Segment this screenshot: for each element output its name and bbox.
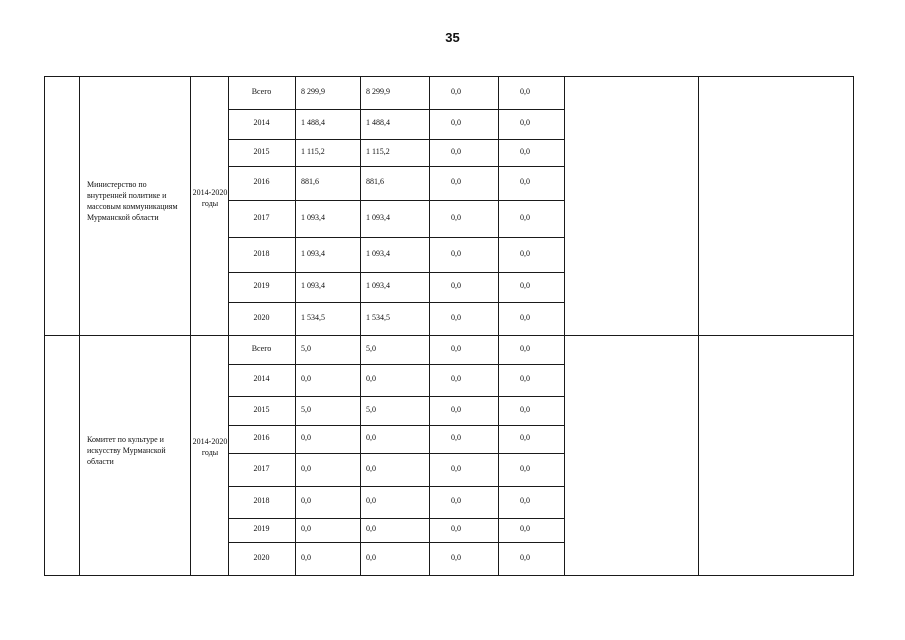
year-cell: 2014 — [253, 374, 270, 383]
budget-value: 1 093,4 — [366, 249, 390, 258]
year-cell: Всего — [251, 87, 272, 96]
year-cell: 2020 — [253, 313, 270, 322]
row-divider — [228, 166, 564, 167]
table-border-left — [44, 76, 45, 576]
federal-value: 0,0 — [451, 87, 461, 96]
budget-value: 0,0 — [366, 496, 376, 505]
row-divider — [228, 200, 564, 201]
row-divider — [228, 302, 564, 303]
federal-value: 0,0 — [451, 553, 461, 562]
federal-value: 0,0 — [451, 118, 461, 127]
budget-value: 0,0 — [366, 553, 376, 562]
budget-value: 1 488,4 — [366, 118, 390, 127]
row-divider — [228, 486, 564, 487]
budget-value: 1 093,4 — [366, 281, 390, 290]
year-cell: Всего — [251, 344, 272, 353]
federal-value: 0,0 — [451, 281, 461, 290]
section-divider — [44, 335, 854, 336]
year-cell: 2014 — [253, 118, 270, 127]
year-cell: 2015 — [253, 147, 270, 156]
other-value: 0,0 — [520, 147, 530, 156]
total-value: 1 488,4 — [301, 118, 325, 127]
budget-value: 1 115,2 — [366, 147, 390, 156]
budget-value: 5,0 — [366, 344, 376, 353]
total-value: 1 093,4 — [301, 281, 325, 290]
row-divider — [228, 364, 564, 365]
row-divider — [228, 542, 564, 543]
row-divider — [228, 518, 564, 519]
federal-value: 0,0 — [451, 433, 461, 442]
budget-value: 1 534,5 — [366, 313, 390, 322]
federal-value: 0,0 — [451, 374, 461, 383]
column-divider — [498, 76, 499, 576]
federal-value: 0,0 — [451, 249, 461, 258]
other-value: 0,0 — [520, 344, 530, 353]
year-cell: 2017 — [253, 464, 270, 473]
total-value: 0,0 — [301, 433, 311, 442]
year-cell: 2016 — [253, 433, 270, 442]
total-value: 0,0 — [301, 464, 311, 473]
year-cell: 2018 — [253, 496, 270, 505]
row-divider — [228, 109, 564, 110]
other-value: 0,0 — [520, 524, 530, 533]
federal-value: 0,0 — [451, 496, 461, 505]
other-value: 0,0 — [520, 87, 530, 96]
other-value: 0,0 — [520, 118, 530, 127]
column-divider — [295, 76, 296, 576]
period-label: 2014-2020 годы — [192, 437, 228, 457]
other-value: 0,0 — [520, 496, 530, 505]
column-divider — [190, 76, 191, 576]
row-divider — [228, 237, 564, 238]
other-value: 0,0 — [520, 553, 530, 562]
total-value: 1 093,4 — [301, 213, 325, 222]
year-cell: 2018 — [253, 249, 270, 258]
other-value: 0,0 — [520, 405, 530, 414]
other-value: 0,0 — [520, 213, 530, 222]
budget-value: 0,0 — [366, 433, 376, 442]
other-value: 0,0 — [520, 177, 530, 186]
period-label: 2014-2020 годы — [192, 188, 228, 208]
federal-value: 0,0 — [451, 313, 461, 322]
budget-table — [44, 76, 854, 576]
total-value: 1 115,2 — [301, 147, 325, 156]
row-divider — [228, 139, 564, 140]
row-divider — [228, 425, 564, 426]
year-cell: 2019 — [253, 281, 270, 290]
federal-value: 0,0 — [451, 464, 461, 473]
budget-value: 0,0 — [366, 524, 376, 533]
row-divider — [228, 453, 564, 454]
federal-value: 0,0 — [451, 405, 461, 414]
other-value: 0,0 — [520, 313, 530, 322]
other-value: 0,0 — [520, 374, 530, 383]
row-divider — [228, 272, 564, 273]
year-cell: 2016 — [253, 177, 270, 186]
table-border-right — [853, 76, 854, 576]
organization-name: Комитет по культуре и искусству Мурманской области — [87, 435, 166, 466]
year-cell: 2020 — [253, 553, 270, 562]
year-cell: 2019 — [253, 524, 270, 533]
total-value: 1 534,5 — [301, 313, 325, 322]
other-value: 0,0 — [520, 433, 530, 442]
column-divider — [79, 76, 80, 576]
table-border-top — [44, 76, 854, 77]
budget-value: 5,0 — [366, 405, 376, 414]
total-value: 0,0 — [301, 374, 311, 383]
budget-value: 1 093,4 — [366, 213, 390, 222]
other-value: 0,0 — [520, 281, 530, 290]
column-divider — [564, 76, 565, 576]
column-divider — [429, 76, 430, 576]
total-value: 1 093,4 — [301, 249, 325, 258]
federal-value: 0,0 — [451, 147, 461, 156]
budget-value: 881,6 — [366, 177, 384, 186]
federal-value: 0,0 — [451, 213, 461, 222]
total-value: 5,0 — [301, 405, 311, 414]
year-cell: 2017 — [253, 213, 270, 222]
row-divider — [228, 396, 564, 397]
federal-value: 0,0 — [451, 177, 461, 186]
total-value: 5,0 — [301, 344, 311, 353]
budget-value: 8 299,9 — [366, 87, 390, 96]
year-cell: 2015 — [253, 405, 270, 414]
total-value: 0,0 — [301, 524, 311, 533]
total-value: 881,6 — [301, 177, 319, 186]
budget-value: 0,0 — [366, 374, 376, 383]
other-value: 0,0 — [520, 464, 530, 473]
table-border-bottom — [44, 575, 854, 576]
total-value: 0,0 — [301, 553, 311, 562]
column-divider — [360, 76, 361, 576]
other-value: 0,0 — [520, 249, 530, 258]
total-value: 8 299,9 — [301, 87, 325, 96]
total-value: 0,0 — [301, 496, 311, 505]
federal-value: 0,0 — [451, 524, 461, 533]
federal-value: 0,0 — [451, 344, 461, 353]
page-number: 35 — [445, 30, 460, 45]
budget-value: 0,0 — [366, 464, 376, 473]
column-divider — [698, 76, 699, 576]
organization-name: Министерство по внутренней политике и массовым коммуникациям Мурманской области — [87, 180, 178, 222]
